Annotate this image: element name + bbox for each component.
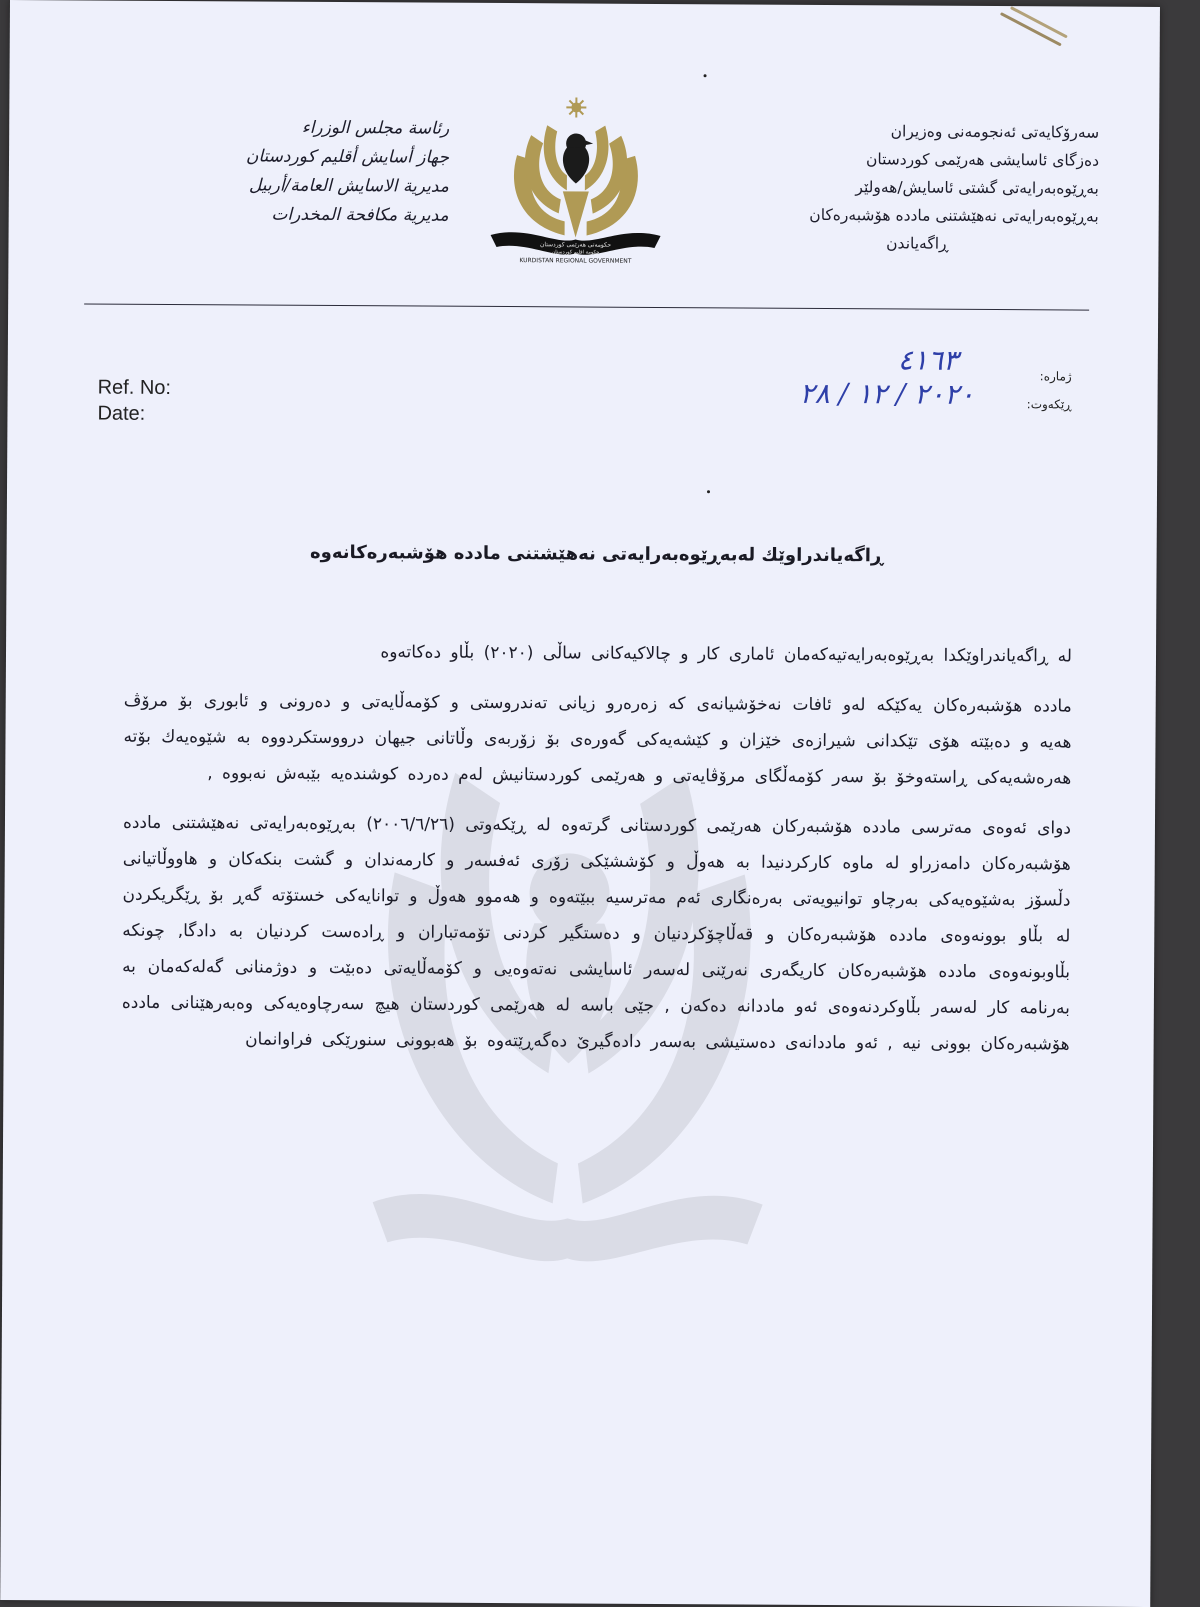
- header-arabic-line-1: رئاسة مجلس الوزراء: [89, 112, 449, 143]
- ref-no-label-kurdish: ژمارە:: [992, 362, 1072, 390]
- date-label-kurdish: ڕێکەوت:: [991, 390, 1071, 418]
- reference-labels-kurdish: [991, 362, 1071, 418]
- handwritten-date: ٢٠٢٠ / ١٢ / ٢٨: [800, 377, 975, 411]
- header-kurdish-line-3: بەڕێوەبەرایەتی گشتی ئاسایش/هەولێر: [649, 172, 1099, 203]
- header-arabic-line-3: مديرية الاسايش العامة/أربيل: [89, 170, 449, 201]
- paragraph-2: مادده هۆشبەرەکان یەکێکە لەو ئافات نەخۆشیانەی کە زەرەرو زیانی تەندروستی و کۆمەڵایەتی و دەرونی و ئابوری بۆ مرۆڤ هەیە و دەبێتە هۆی تێکدانی شیرازەی خێزان و کێشەیەکی گەورەی بۆ زۆربەی وڵاتانی جیهان درووستکردووە بە شێوەیەك بۆتە هەرەشەیەکی ڕاستەوخۆ بۆ سەر کۆمەڵگای مرۆڤایەتی و هەرێمی کوردستانیش لەم دەردە کوشندەیە بێبەش نەبووە ,: [123, 683, 1072, 797]
- logo-text-kurdish: حکومەتی هەرێمی کوردستان: [540, 241, 611, 248]
- reference-labels-english: [97, 375, 171, 427]
- header-arabic-line-2: جهاز أسايش أقليم كوردستان: [89, 141, 449, 172]
- header-kurdish: [648, 116, 1099, 259]
- paragraph-1: لە ڕاگەیاندراوێکدا بەڕێوەبەرایەتیەکەمان ئاماری کار و چالاکیەکانی ساڵی (٢٠٢٠) بڵاو دەکاتەوە: [124, 633, 1072, 675]
- header-kurdish-line-4: بەڕێوەبەرایەتی نەهێشتنی مادده هۆشبەرەکان: [649, 200, 1099, 231]
- header-kurdish-line-1: سەرۆکایەتی ئەنجومەنی وەزیران: [649, 116, 1099, 147]
- header-arabic-line-4: مديرية مكافحة المخدرات: [89, 199, 449, 230]
- handwritten-ref-number: ٤١٦٣: [898, 343, 958, 376]
- header-divider: [84, 303, 1089, 310]
- logo-text-arabic: حكومة اقليم كوردستان: [552, 249, 600, 255]
- document-body: [121, 633, 1072, 1077]
- document-title: ڕاگەیاندراوێك لەبەڕێوەبەرایەتی نەهێشتنی مادده هۆشبەرەکانەوە: [127, 541, 1067, 568]
- header-kurdish-line-5: ڕاگەیاندن: [648, 228, 948, 258]
- header-arabic: [89, 112, 450, 230]
- paper-clip-icon: [1000, 6, 1070, 46]
- header-kurdish-line-2: دەزگای ئاسایشی هەرێمی کوردستان: [649, 144, 1099, 175]
- page-dot: [707, 490, 710, 493]
- krg-emblem-logo: [486, 95, 665, 266]
- paragraph-3: دوای ئەوەی مەترسی مادده هۆشبەرکان هەرێمی کوردستانی گرتەوە لە ڕێکەوتی (٢٠٠٦/٦/٢٦) بەڕێوەبەرایەتی نەهێشتنی مادده هۆشبەرەکان دامەزراو لە ماوە کارکردنیدا بە هەوڵ و کۆششێکی زۆری ئەفسەر و کارمەندان و گشت بنکەکان و هاووڵاتیانی دڵسۆز بەشێوەیەکی بەرچاو توانیویەتی بەرەنگاری ئەم مەترسیە ببێتەوە و هەموو هەوڵ و توانایەکی خستۆتە گەڕ بۆ ڕێگریکردن لە بڵاو بوونەوەی مادده هۆشبەرەکان و قەڵاچۆکردنیان و دەستگیر کردنی تۆمەتباران و ڕادەست کردنیان بە دادگا, چونکە بڵاوبونەوەی مادده هۆشبەرەکان کاریگەری نەرێنی لەسەر ئاسایشی نەتەوەیی و کۆمەڵایەتی دەبێت و دوژمنانی گەلەکەمان بە بەرنامە کار لەسەر بڵاوکردنەوەی ئەو ماددانە دەکەن , جێی باسە لە هەرێمی کوردستان هیچ سەرچاوەیەکی وەبەرهێنانی مادده هۆشبەرەکان بوونی نیە , ئەو ماددانەی دەستیشی بەسەر دادەگیرێ دەگەڕێتەوە بۆ هەبوونی سنورێکی فراوانمان: [122, 805, 1072, 1063]
- page-dot: [704, 74, 707, 77]
- date-label: Date:: [97, 401, 171, 427]
- logo-text-english: KURDISTAN REGIONAL GOVERNMENT: [519, 257, 631, 265]
- ref-no-label: Ref. No:: [98, 375, 172, 401]
